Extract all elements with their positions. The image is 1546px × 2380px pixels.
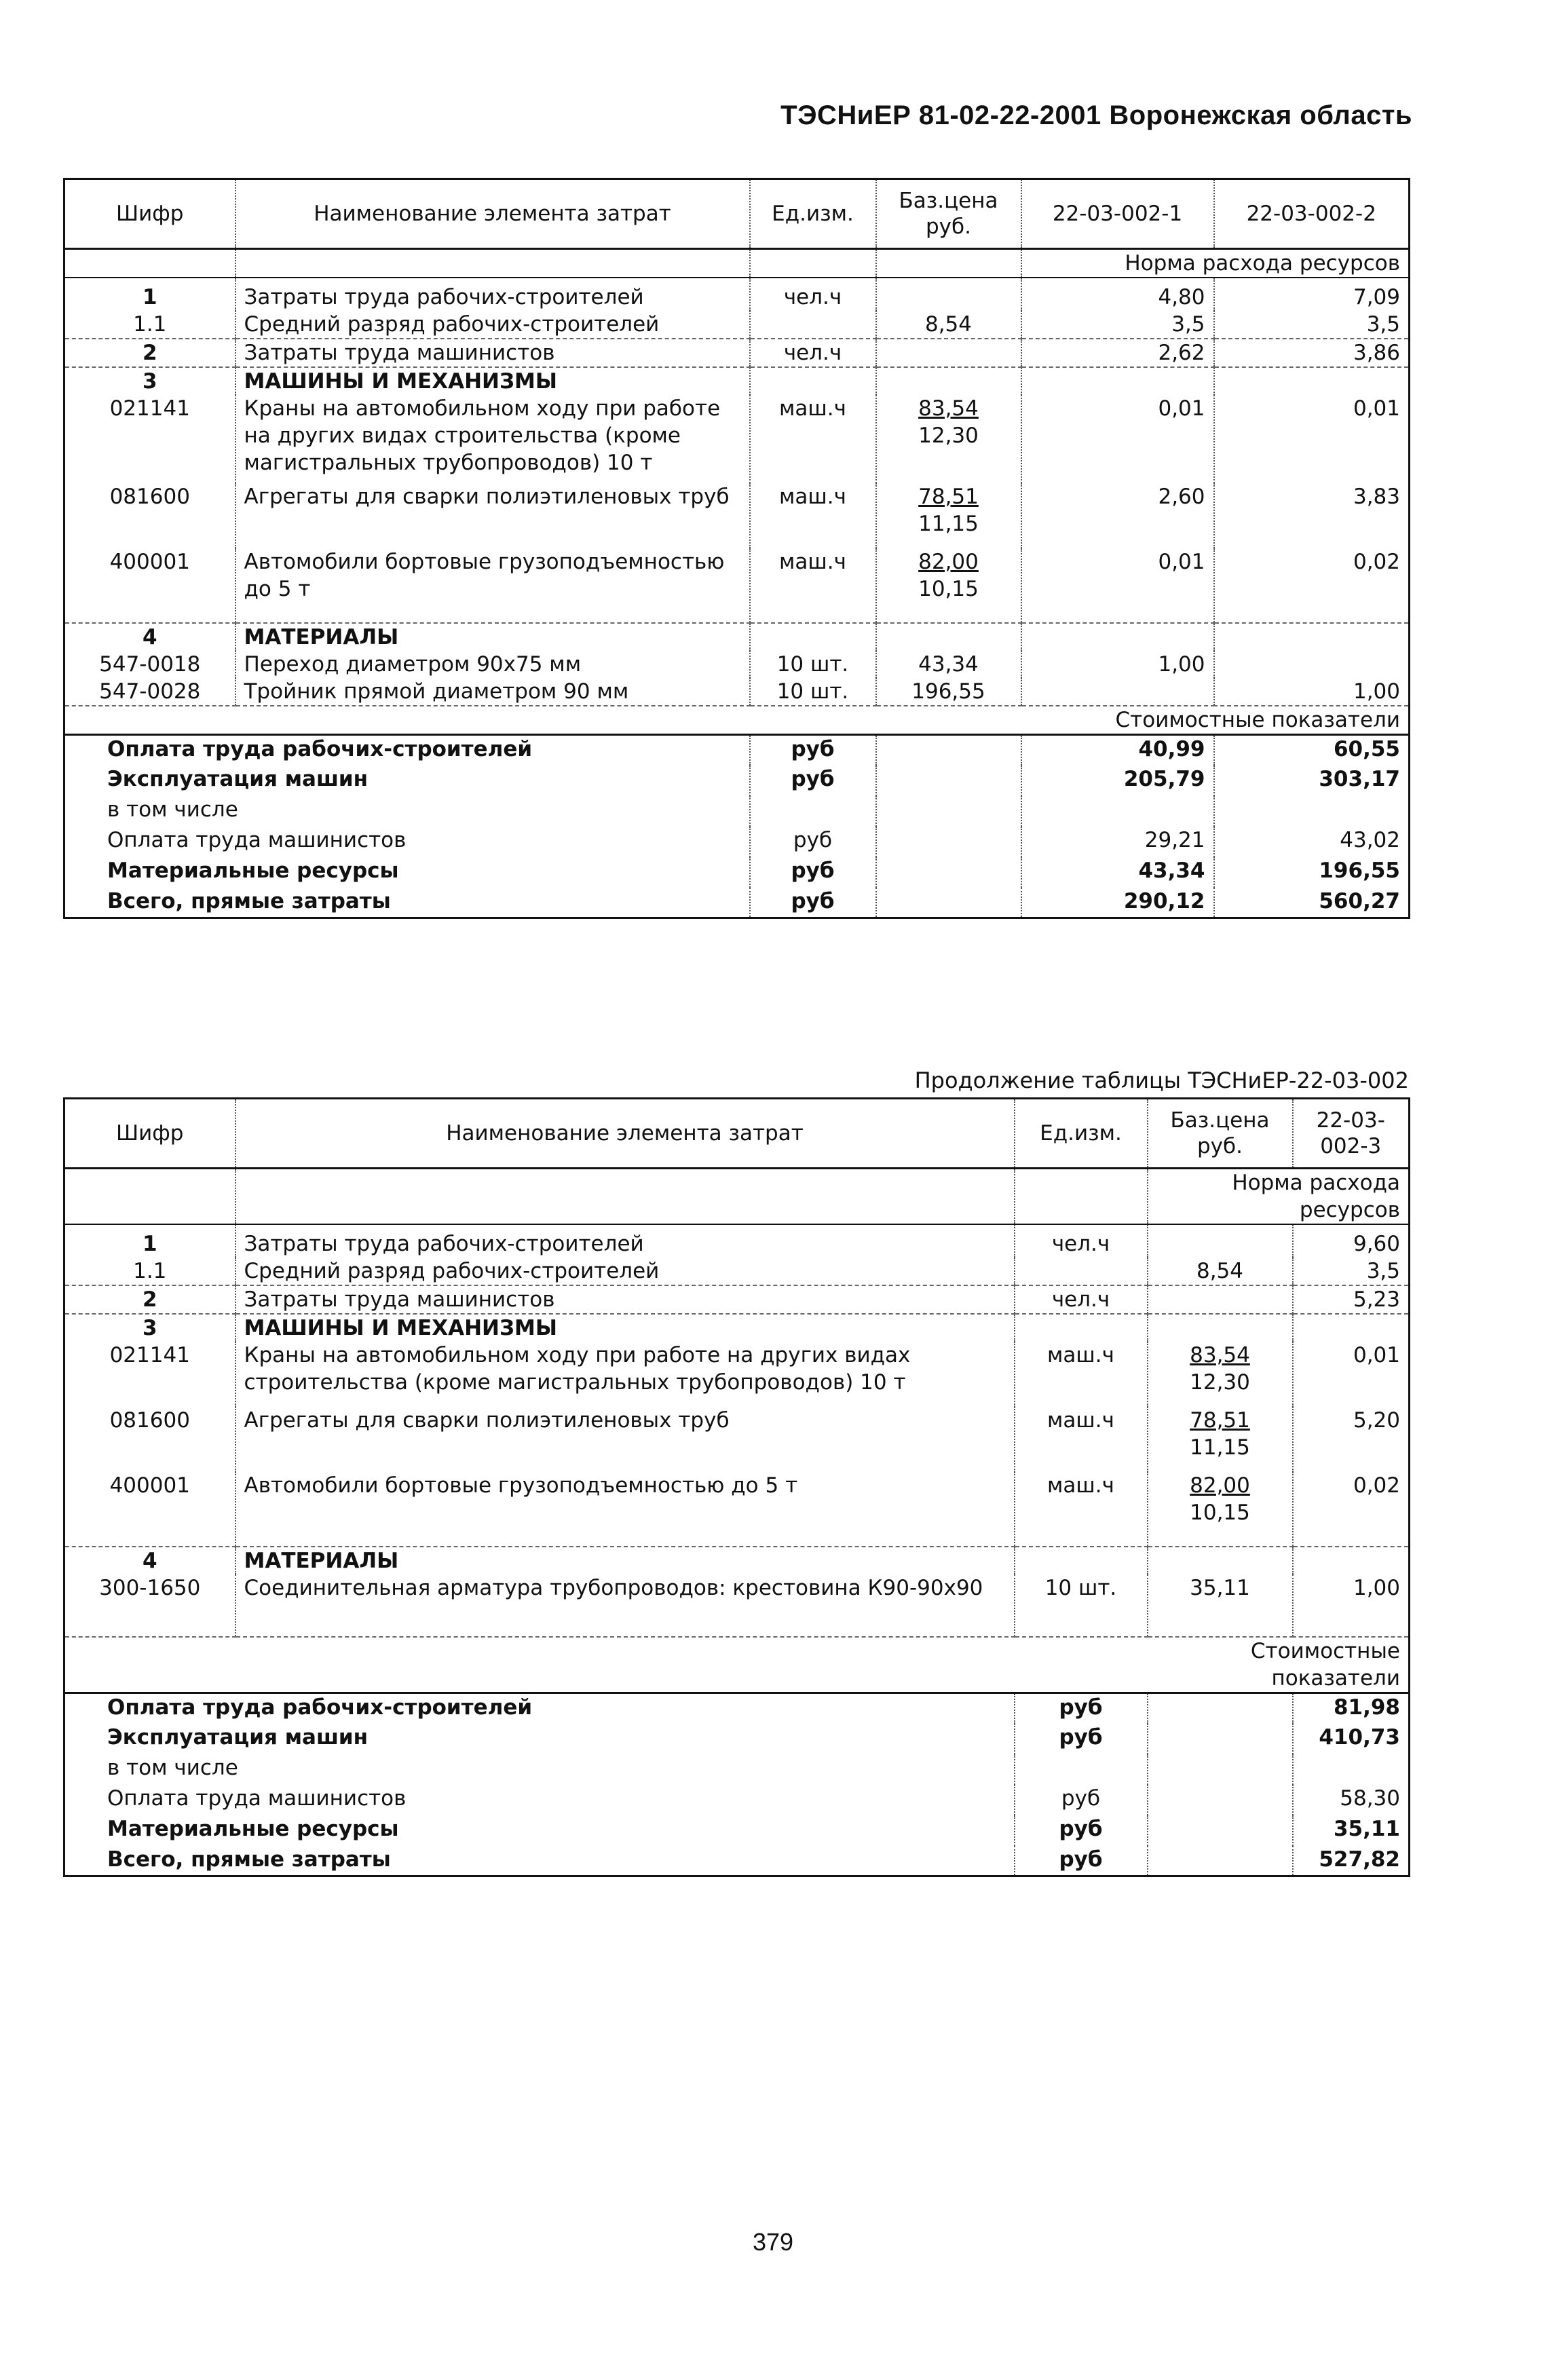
row-value-2: 3,86	[1214, 339, 1410, 367]
table-header-row	[64, 1099, 1410, 1169]
norm-label: Норма расхода ресурсов	[1148, 1169, 1410, 1225]
cost-row	[64, 888, 1410, 918]
table-row	[64, 1258, 1410, 1285]
cost-value-1	[1021, 796, 1214, 827]
row-name: МАТЕРИАЛЫ	[235, 1547, 1015, 1574]
cost-unit	[1015, 1754, 1148, 1785]
row-value-2: 7,09	[1214, 278, 1410, 311]
cost-value-2	[1214, 796, 1410, 827]
cost-value-1: 410,73	[1293, 1724, 1410, 1754]
row-base-price	[1148, 1547, 1293, 1574]
cost-name: Эксплуатация машин	[107, 766, 369, 791]
row-unit	[750, 311, 876, 339]
column-header-name: Наименование элемента затрат	[235, 179, 750, 249]
cost-empty	[876, 827, 1021, 857]
table-row	[64, 1285, 1410, 1314]
cost-row	[64, 766, 1410, 796]
row-value-1: 3,5	[1293, 1258, 1410, 1285]
cost-unit: руб	[1015, 1785, 1148, 1815]
row-value-2: 3,5	[1214, 311, 1410, 339]
row-base-price	[876, 311, 1021, 339]
cost-empty	[1148, 1846, 1293, 1876]
table-row	[64, 367, 1410, 395]
table-row	[64, 1342, 1410, 1407]
norm-label-row	[64, 249, 1410, 278]
cost-empty	[1148, 1815, 1293, 1846]
row-value-2	[1214, 623, 1410, 651]
row-unit: 10 шт.	[750, 651, 876, 678]
cost-label: Стоимостные показатели	[1021, 706, 1410, 735]
cost-empty	[876, 796, 1021, 827]
row-name: Соединительная арматура трубопроводов: крестовина К90-90х90	[235, 1574, 1015, 1637]
table-row	[64, 1472, 1410, 1547]
cost-empty	[876, 888, 1021, 918]
document-header-title: ТЭСНиЕР 81-02-22-2001 Воронежская область	[780, 100, 1412, 130]
row-name: Переход диаметром 90х75 мм	[235, 651, 750, 678]
row-code: 400001	[109, 1473, 190, 1498]
row-base-price	[876, 339, 1021, 367]
row-unit	[750, 623, 876, 651]
cost-value-1: 40,99	[1021, 735, 1214, 766]
cost-value-1: 205,79	[1021, 766, 1214, 796]
cost-row	[64, 827, 1410, 857]
table-row	[64, 395, 1410, 483]
cost-unit	[750, 796, 876, 827]
row-value-2	[1214, 651, 1410, 678]
table-row	[64, 548, 1410, 623]
row-name: Краны на автомобильном ходу при работе на других видах строительства (кроме магистральных трубопроводов) 10 т	[235, 395, 750, 483]
row-name: Автомобили бортовые грузоподъемностью до 5 т	[235, 1472, 1015, 1547]
base-price-value: 82,00	[918, 550, 979, 574]
row-base-price	[876, 623, 1021, 651]
column-header-unit: Ед.изм.	[1015, 1099, 1148, 1169]
cost-unit: руб	[1015, 1724, 1148, 1754]
row-value-1: 5,20	[1293, 1407, 1410, 1472]
column-header-name: Наименование элемента затрат	[235, 1099, 1015, 1169]
cost-value-2: 43,02	[1214, 827, 1410, 857]
table-row	[64, 1574, 1410, 1637]
cost-value-2: 196,55	[1214, 857, 1410, 888]
row-value-1	[1293, 1547, 1410, 1574]
cost-value-1: 29,21	[1021, 827, 1214, 857]
table-row	[64, 311, 1410, 339]
table-row	[64, 623, 1410, 651]
row-name: Агрегаты для сварки полиэтиленовых труб	[235, 1407, 1015, 1472]
row-base-price	[1148, 1314, 1293, 1342]
row-code: 400001	[109, 550, 190, 574]
row-code: 3	[64, 1314, 235, 1342]
cost-name: Оплата труда рабочих-строителей	[64, 735, 750, 766]
row-value-1: 2,60	[1021, 483, 1214, 548]
base-price-value: 82,00	[1190, 1473, 1250, 1498]
row-base-price	[876, 678, 1021, 706]
row-code: 547-0018	[99, 652, 201, 677]
norm-label: Норма расхода ресурсов	[1021, 249, 1410, 278]
row-value-1: 4,80	[1021, 278, 1214, 311]
row-name: МАШИНЫ И МЕХАНИЗМЫ	[235, 367, 750, 395]
base-price-wage-value: 10,15	[1190, 1500, 1250, 1525]
cost-name: Всего, прямые затраты	[107, 888, 391, 913]
row-name: МАТЕРИАЛЫ	[235, 623, 750, 651]
row-value-1: 5,23	[1293, 1285, 1410, 1314]
row-code: 1.1	[133, 1259, 167, 1283]
base-price-value: 83,54	[918, 396, 979, 421]
row-value-1: 2,62	[1021, 339, 1214, 367]
table-row	[64, 651, 1410, 678]
row-code: 2	[64, 339, 235, 367]
table-row	[64, 278, 1410, 311]
row-value-1	[1021, 367, 1214, 395]
cost-name: в том числе	[107, 1755, 238, 1780]
cost-row	[64, 1785, 1410, 1815]
norm-label-row	[64, 1169, 1410, 1225]
cost-empty	[1148, 1754, 1293, 1785]
row-code: 081600	[109, 1408, 190, 1433]
cost-empty	[1148, 1693, 1293, 1724]
cost-label: Стоимостные показатели	[1148, 1637, 1410, 1693]
row-unit: чел.ч	[1015, 1285, 1148, 1314]
cost-row	[64, 1693, 1410, 1724]
row-unit: маш.ч	[750, 548, 876, 623]
cost-value-1: 290,12	[1021, 888, 1214, 918]
row-unit: чел.ч	[750, 339, 876, 367]
table-row	[64, 339, 1410, 367]
cost-unit: руб	[1015, 1815, 1148, 1846]
cost-row	[64, 1754, 1410, 1785]
table-row	[64, 483, 1410, 548]
row-unit: маш.ч	[1015, 1472, 1148, 1547]
row-code: 547-0028	[99, 679, 201, 704]
base-price-value: 8,54	[924, 312, 973, 337]
cost-label-row	[64, 706, 1410, 735]
base-price-wage-value: 12,30	[918, 423, 979, 448]
row-code: 4	[64, 623, 235, 651]
row-code: 1.1	[133, 312, 167, 337]
row-name: Автомобили бортовые грузоподъемностью до 5 т	[235, 548, 750, 623]
cost-unit: руб	[750, 766, 876, 796]
row-unit: 10 шт.	[1015, 1574, 1148, 1637]
cost-empty	[876, 766, 1021, 796]
row-base-price	[1148, 1342, 1293, 1407]
cost-row	[64, 1846, 1410, 1876]
cost-name: Оплата труда машинистов	[107, 827, 407, 852]
cost-name: Эксплуатация машин	[107, 1724, 369, 1750]
row-unit	[1015, 1258, 1148, 1285]
row-unit: чел.ч	[750, 278, 876, 311]
row-value-1: 1,00	[1293, 1574, 1410, 1637]
row-unit: маш.ч	[750, 395, 876, 483]
row-value-1: 0,01	[1293, 1342, 1410, 1407]
row-code: 021141	[109, 1343, 190, 1367]
row-value-2	[1214, 367, 1410, 395]
resource-table-2	[63, 1097, 1410, 1877]
cost-unit: руб	[750, 735, 876, 766]
base-price-value: 196,55	[911, 679, 985, 704]
cost-empty	[876, 735, 1021, 766]
row-name: Затраты труда машинистов	[235, 1285, 1015, 1314]
row-name: Краны на автомобильном ходу при работе на других видах строительства (кроме магистральных трубопроводов) 10 т	[235, 1342, 1015, 1407]
row-value-1	[1021, 678, 1214, 706]
cost-name: Оплата труда рабочих-строителей	[64, 1693, 1015, 1724]
row-name: Средний разряд рабочих-строителей	[235, 311, 750, 339]
row-value-2: 1,00	[1214, 678, 1410, 706]
cost-name: в том числе	[107, 797, 238, 822]
cost-row	[64, 735, 1410, 766]
cost-row	[64, 1724, 1410, 1754]
cost-name: Оплата труда машинистов	[107, 1786, 407, 1811]
cost-value-1: 58,30	[1293, 1785, 1410, 1815]
cost-unit: руб	[1015, 1693, 1148, 1724]
cost-value-1: 81,98	[1293, 1693, 1410, 1724]
base-price-value: 78,51	[1190, 1408, 1250, 1433]
row-unit: маш.ч	[1015, 1342, 1148, 1407]
row-code: 081600	[109, 485, 190, 509]
cost-name: Всего, прямые затраты	[107, 1847, 391, 1872]
row-unit: 10 шт.	[750, 678, 876, 706]
row-base-price	[876, 651, 1021, 678]
row-value-2: 0,02	[1214, 548, 1410, 623]
table-header-row	[64, 179, 1410, 249]
row-unit: чел.ч	[1015, 1224, 1148, 1258]
cost-unit: руб	[750, 827, 876, 857]
row-code: 300-1650	[99, 1576, 201, 1600]
row-base-price	[876, 395, 1021, 483]
row-value-2: 0,01	[1214, 395, 1410, 483]
column-header-base-price: Баз.цена руб.	[1148, 1099, 1293, 1169]
cost-value-2: 60,55	[1214, 735, 1410, 766]
cost-unit: руб	[750, 888, 876, 918]
row-base-price	[1148, 1472, 1293, 1547]
column-header-code: Шифр	[64, 1099, 235, 1169]
row-value-1: 9,60	[1293, 1224, 1410, 1258]
row-value-1	[1293, 1314, 1410, 1342]
row-code: 1	[142, 1232, 157, 1256]
cost-row	[64, 796, 1410, 827]
base-price-value: 78,51	[918, 485, 979, 509]
cost-unit: руб	[1015, 1846, 1148, 1876]
table-row	[64, 1224, 1410, 1258]
row-name: Затраты труда рабочих-строителей	[235, 1224, 1015, 1258]
row-value-1: 1,00	[1021, 651, 1214, 678]
row-base-price	[876, 367, 1021, 395]
row-name: МАШИНЫ И МЕХАНИЗМЫ	[235, 1314, 1015, 1342]
cost-value-1: 527,82	[1293, 1846, 1410, 1876]
table-row	[64, 1407, 1410, 1472]
cost-name: Материальные ресурсы	[107, 858, 399, 883]
row-value-1: 0,01	[1021, 395, 1214, 483]
row-base-price	[876, 548, 1021, 623]
row-base-price	[876, 278, 1021, 311]
column-header-rate-2: 22-03-002-2	[1214, 179, 1410, 249]
row-base-price	[876, 483, 1021, 548]
cost-value-1: 35,11	[1293, 1815, 1410, 1846]
base-price-value: 35,11	[1190, 1576, 1250, 1600]
row-value-1: 3,5	[1021, 311, 1214, 339]
base-price-wage-value: 12,30	[1190, 1370, 1250, 1395]
base-price-value: 8,54	[1196, 1259, 1244, 1283]
row-name: Средний разряд рабочих-строителей	[235, 1258, 1015, 1285]
row-unit	[1015, 1547, 1148, 1574]
row-code: 1	[142, 285, 157, 309]
row-unit	[1015, 1314, 1148, 1342]
row-base-price	[1148, 1224, 1293, 1258]
cost-value-1: 43,34	[1021, 857, 1214, 888]
row-code: 3	[64, 367, 235, 395]
row-base-price	[1148, 1285, 1293, 1314]
resource-table-1	[63, 178, 1410, 919]
row-base-price	[1148, 1574, 1293, 1637]
base-price-wage-value: 10,15	[918, 577, 979, 601]
table-continuation-caption: Продолжение таблицы ТЭСНиЕР-22-03-002	[914, 1068, 1409, 1093]
row-name: Затраты труда машинистов	[235, 339, 750, 367]
column-header-rate-3: 22-03-002-3	[1293, 1099, 1410, 1169]
cost-unit: руб	[750, 857, 876, 888]
row-value-1: 0,01	[1021, 548, 1214, 623]
row-name: Тройник прямой диаметром 90 мм	[235, 678, 750, 706]
cost-row	[64, 1815, 1410, 1846]
row-name: Агрегаты для сварки полиэтиленовых труб	[235, 483, 750, 548]
column-header-code: Шифр	[64, 179, 235, 249]
row-unit: маш.ч	[750, 483, 876, 548]
base-price-wage-value: 11,15	[918, 512, 979, 536]
row-value-1: 0,02	[1293, 1472, 1410, 1547]
page-number: 379	[752, 2228, 794, 2256]
cost-empty	[1148, 1785, 1293, 1815]
column-header-base-price: Баз.цена руб.	[876, 179, 1021, 249]
column-header-unit: Ед.изм.	[750, 179, 876, 249]
row-name: Затраты труда рабочих-строителей	[235, 278, 750, 311]
cost-name: Материальные ресурсы	[107, 1816, 399, 1841]
row-base-price	[1148, 1407, 1293, 1472]
cost-label-row	[64, 1637, 1410, 1693]
row-value-2: 3,83	[1214, 483, 1410, 548]
cost-empty	[1148, 1724, 1293, 1754]
row-value-1	[1021, 623, 1214, 651]
cost-value-2: 303,17	[1214, 766, 1410, 796]
table-row	[64, 1314, 1410, 1342]
cost-row	[64, 857, 1410, 888]
column-header-rate-1: 22-03-002-1	[1021, 179, 1214, 249]
table-row	[64, 1547, 1410, 1574]
row-unit: маш.ч	[1015, 1407, 1148, 1472]
row-unit	[750, 367, 876, 395]
row-code: 021141	[109, 396, 190, 421]
row-base-price	[1148, 1258, 1293, 1285]
cost-value-2: 560,27	[1214, 888, 1410, 918]
cost-value-1	[1293, 1754, 1410, 1785]
base-price-value: 83,54	[1190, 1343, 1250, 1367]
row-code: 4	[64, 1547, 235, 1574]
base-price-value: 43,34	[918, 652, 979, 677]
table-row	[64, 678, 1410, 706]
row-code: 2	[64, 1285, 235, 1314]
base-price-wage-value: 11,15	[1190, 1435, 1250, 1460]
cost-empty	[876, 857, 1021, 888]
